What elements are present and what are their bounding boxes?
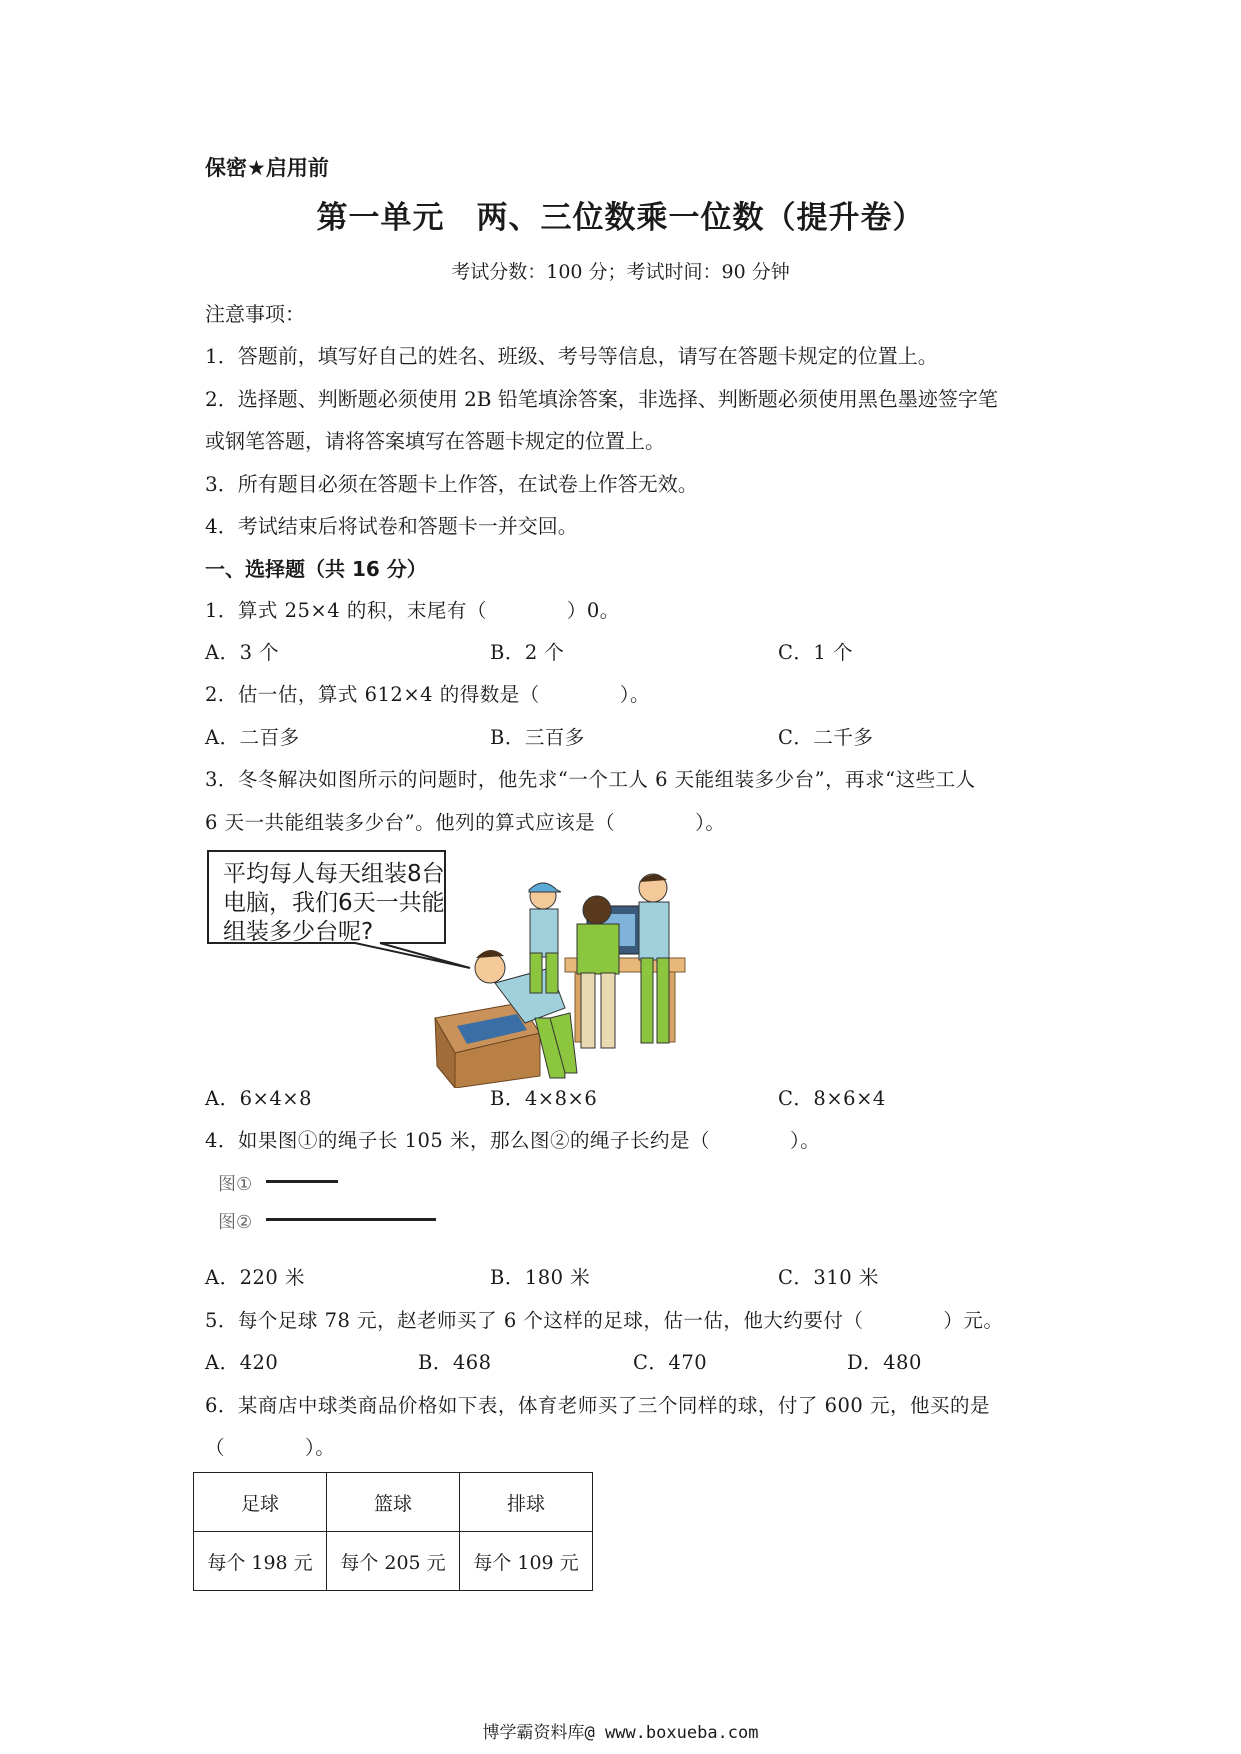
q4-option-c[interactable]: C．310 米: [778, 1266, 879, 1289]
question-3-line1: 3．冬冬解决如图所示的问题时，他先求“一个工人 6 天能组装多少台”，再求“这些工人: [205, 768, 976, 791]
q4-option-b[interactable]: B．180 米: [490, 1266, 591, 1289]
page-title: 第一单元 两、三位数乘一位数（提升卷）: [316, 200, 925, 236]
question-6-line1: 6．某商店中球类商品价格如下表，体育老师买了三个同样的球，付了 600 元，他买的是: [205, 1394, 991, 1417]
q1-option-a[interactable]: A．3 个: [205, 641, 280, 664]
notice-item: 2．选择题、判断题必须使用 2B 铅笔填涂答案，非选择、判断题必须使用黑色墨迹签字笔: [205, 387, 998, 411]
table-header-cell: 篮球: [327, 1473, 460, 1532]
q5-option-a[interactable]: A．420: [205, 1351, 279, 1374]
notice-item: 4．考试结束后将试卷和答题卡一并交回。: [205, 514, 578, 538]
table-header-cell: 排球: [460, 1473, 593, 1532]
figure-1-label: 图①: [218, 1174, 253, 1195]
notice-item: 1．答题前，填写好自己的姓名、班级、考号等信息，请写在答题卡规定的位置上。: [205, 344, 938, 368]
question-4: 4．如果图①的绳子长 105 米，那么图②的绳子长约是（ ）。: [205, 1129, 821, 1152]
question-2: 2．估一估，算式 612×4 的得数是（ ）。: [205, 683, 651, 706]
question-3-line2: 6 天一共能组装多少台”。他列的算式应该是（ ）。: [205, 811, 726, 834]
confidential-label: 保密★启用前: [205, 156, 329, 180]
figure-2-label: 图②: [218, 1212, 253, 1233]
rope-1: [266, 1180, 338, 1183]
q5-option-c[interactable]: C．470: [633, 1351, 708, 1374]
notice-heading: 注意事项：: [205, 302, 305, 326]
section-heading: 一、选择题（共 16 分）: [205, 557, 427, 581]
q2-option-a[interactable]: A．二百多: [205, 726, 300, 749]
notice-item: 3．所有题目必须在答题卡上作答，在试卷上作答无效。: [205, 472, 698, 496]
notice-item: 或钢笔答题，请将答案填写在答题卡规定的位置上。: [205, 429, 665, 453]
footer-watermark: 博学霸资料库@ www.boxueba.com: [482, 1723, 759, 1743]
price-table: [193, 1472, 593, 1591]
q3-option-c[interactable]: C．8×6×4: [778, 1087, 886, 1110]
table-cell: 每个 109 元: [460, 1532, 593, 1591]
q5-option-b[interactable]: B．468: [418, 1351, 492, 1374]
exam-info: 考试分数：100 分；考试时间：90 分钟: [451, 261, 790, 283]
q1-option-b[interactable]: B．2 个: [490, 641, 565, 664]
q2-option-c[interactable]: C．二千多: [778, 726, 874, 749]
table-header-row: [194, 1473, 593, 1532]
rope-2: [266, 1218, 436, 1221]
table-cell: 每个 205 元: [327, 1532, 460, 1591]
q4-option-a[interactable]: A．220 米: [205, 1266, 306, 1289]
q1-option-c[interactable]: C．1 个: [778, 641, 854, 664]
table-cell: 每个 198 元: [194, 1532, 327, 1591]
question-6-line2: （ ）。: [205, 1436, 336, 1459]
table-row: [194, 1532, 593, 1591]
workers-illustration: [205, 848, 725, 1088]
question-5: 5．每个足球 78 元，赵老师买了 6 个这样的足球，估一估，他大约要付（ ）元。: [205, 1309, 1004, 1332]
q2-option-b[interactable]: B．三百多: [490, 726, 585, 749]
q3-option-b[interactable]: B．4×8×6: [490, 1087, 598, 1110]
q3-option-a[interactable]: A．6×4×8: [205, 1087, 312, 1110]
q5-option-d[interactable]: D．480: [847, 1351, 922, 1374]
question-1: 1．算式 25×4 的积，末尾有（ ）0。: [205, 599, 620, 622]
table-header-cell: 足球: [194, 1473, 327, 1532]
speech-bubble-text: 平均每人每天组装8台 电脑，我们6天一共能 组装多少台呢?: [223, 861, 445, 945]
